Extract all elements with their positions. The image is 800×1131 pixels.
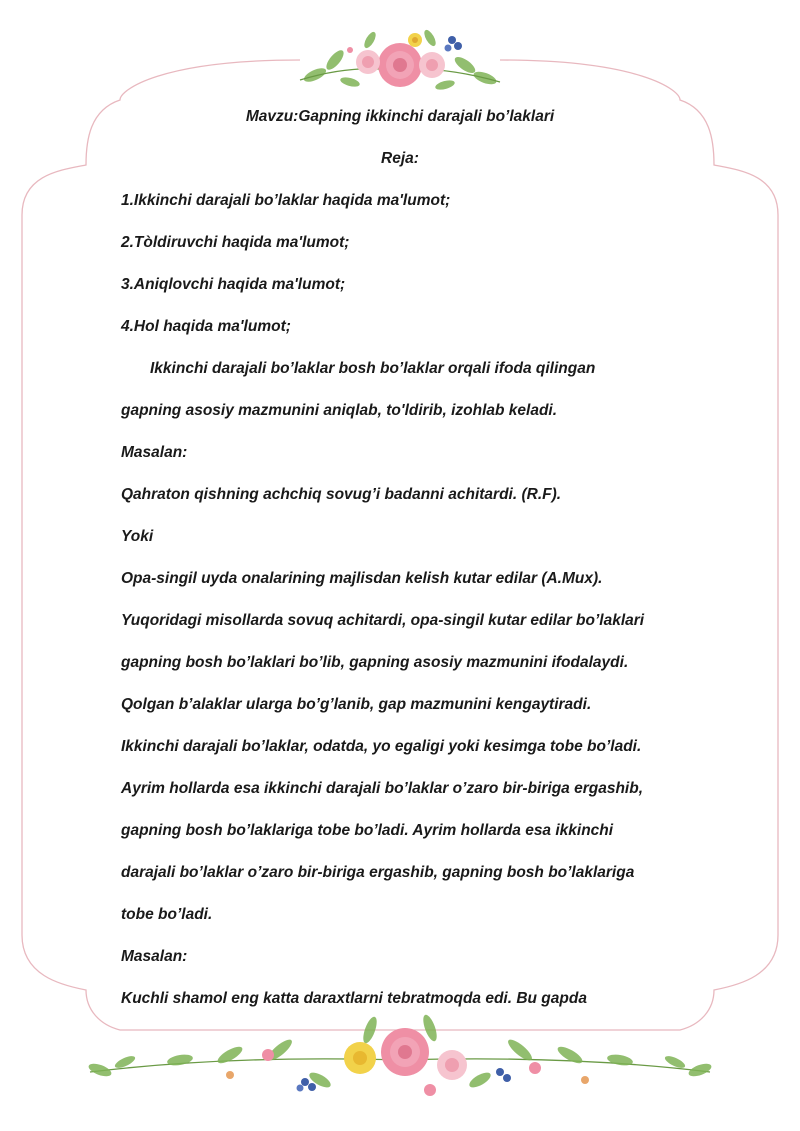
body-line: Ayrim hollarda esa ikkinchi darajali bo’laklar o’zaro bir-biriga ergashib, [121, 780, 644, 797]
body-line: Yoki [121, 528, 154, 545]
floral-bouquet-icon [290, 20, 510, 100]
plan-item: 1.Ikkinchi darajali bo’laklar haqida ma'lumot; [121, 192, 451, 209]
body-line: Kuchli shamol eng katta daraxtlarni tebratmoqda edi. Bu gapda [121, 990, 587, 1007]
body-line: Masalan: [121, 444, 188, 461]
plan-item: 2.Tòldiruvchi haqida ma'lumot; [121, 234, 350, 251]
plan-item: 4.Hol haqida ma'lumot; [121, 318, 291, 335]
body-line: gapning bosh bo’laklari bo’lib, gapning asosiy mazmunini ifodalaydi. [121, 654, 629, 671]
body-line: Masalan: [121, 948, 188, 965]
body-line: tobe bo’ladi. [121, 906, 213, 923]
body-line: Ikkinchi darajali bo’laklar, odatda, yo egaligi yoki kesimga tobe bo’ladi. [121, 738, 642, 755]
body-line: gapning asosiy mazmunini aniqlab, to'ldirib, izohlab keladi. [121, 402, 558, 419]
body-line: darajali bo’laklar o’zaro bir-biriga ergashib, gapning bosh bo’laklariga [121, 864, 635, 881]
body-line: Opa-singil uyda onalarining majlisdan kelish kutar edilar (A.Mux). [121, 570, 603, 587]
plan-heading: Reja: [381, 150, 419, 167]
body-line: Qahraton qishning achchiq sovug’i badanni achitardi. (R.F). [121, 486, 562, 503]
body-line: gapning bosh bo’laklariga tobe bo’ladi. Ayrim hollarda esa ikkinchi [121, 822, 614, 839]
body-line: Ikkinchi darajali bo’laklar bosh bo’laklar orqali ifoda qilingan [150, 360, 596, 377]
body-line: Qolgan b’alaklar ularga bo’g’lanib, gap mazmunini kengaytiradi. [121, 696, 592, 713]
body-line: Yuqoridagi misollarda sovuq achitardi, opa-singil kutar edilar bo’laklari [121, 612, 645, 629]
plan-item: 3.Aniqlovchi haqida ma'lumot; [121, 276, 346, 293]
floral-garland-icon [80, 1010, 720, 1120]
document-title: Mavzu:Gapning ikkinchi darajali bo’laklari [245, 108, 555, 125]
